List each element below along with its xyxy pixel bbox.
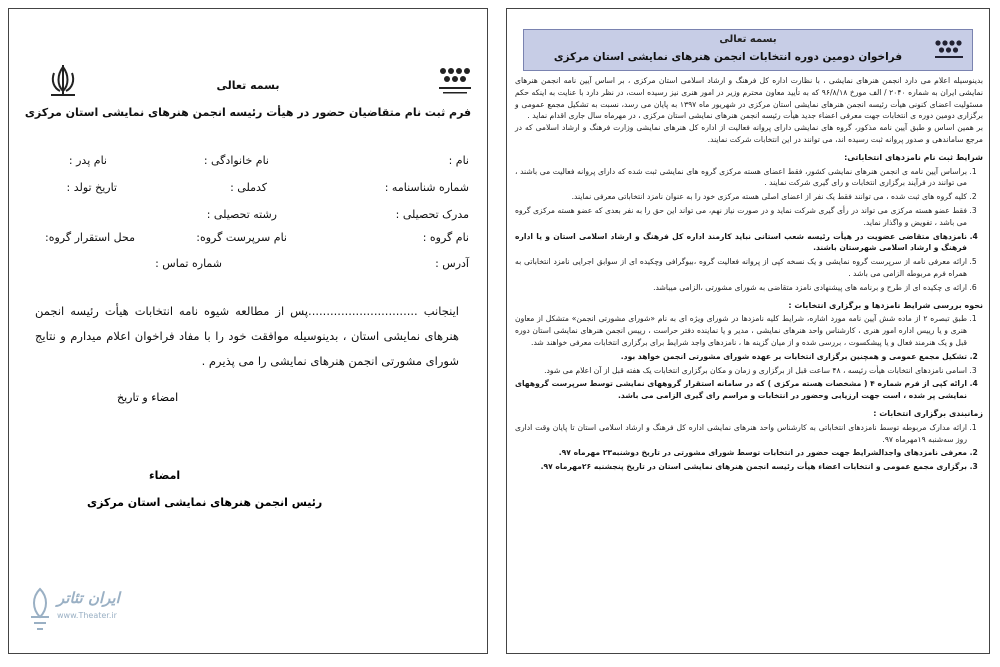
field-birth-date: تاریخ تولد : — [66, 181, 117, 194]
call-title: فراخوان دومین دوره انتخابات انجمن هنرهای نمایشی استان مرکزی — [553, 51, 903, 63]
signature-label: امضاء — [149, 469, 181, 482]
field-education: مدرک تحصیلی : — [395, 208, 469, 221]
field-group-name: نام گروه : — [422, 231, 469, 244]
field-study: رشته تحصیلی : — [206, 208, 277, 221]
consent-paragraph: اینجانب ..............................پس از مطالعه شیوه نامه انتخابات هیأت رئیسه انجمن هنرهای نمایشی استان ، بدینوسیله موافقت خود را با مفاد فراخوان اعلام میدارم و نتایج شورای مشورتی انجمن هنرهای نمایشی را می پذیرم . — [35, 304, 459, 368]
field-address: آدرس : — [435, 257, 469, 270]
watermark-text: ایران تئاتر — [57, 589, 120, 607]
list-item: 1. براساس آیین نامه ی انجمن هنرهای نمایشی کشور، فقط اعضای هسته مرکزی گروه های نمایشی ثبت شده که دارای پروانه فعالیت می باشند ، می توانند در فرآیند برگزاری انتخابات و رای گیری شرکت نمایند . — [515, 166, 967, 190]
list-item: 3. اسامی نامزدهای انتخابات هیأت رئیسه ، ۴۸ ساعت قبل از برگزاری و زمان و مکان برگزاری انتخابات یک هفته قبل از آن اعلام می شود. — [515, 365, 967, 377]
list-item: 5. ارائه معرفی نامه از سرپرست گروه نمایشی و یک نسخه کپی از پروانه فعالیت گروه ،بیوگرافی وچکیده ای از سوابق اجرایی نامزد انتخاباتی به همراه فرم مربوطه الزامی می باشد . — [515, 256, 967, 280]
list-item: 3. برگزاری مجمع عمومی و انتخابات اعضاء هیأت رئیسه انجمن هنرهای نمایشی استان در تاریخ پنجشنبه ۲۶مهرماه ۹۷. — [515, 461, 967, 473]
list-item: 6. ارائه ی چکیده ای از طرح و برنامه های پیشنهادی نامزد متقاضی به شورای مشورتی ،الزامی میباشد. — [515, 282, 967, 294]
list-item: 4. ارائه کپی از فرم شماره ۴ ( مشخصات هسته مرکزی ) که در سامانه استقرار گروههای نمایشی توسط سرپرست گروههای نمایشی پر شده ، است جهت ارزیابی وحضور در انتخابات و مراسم رای گیری الزامی می باشد. — [515, 378, 967, 402]
call-basmeh: بسمه تعالی — [719, 34, 777, 45]
field-group-location: محل استقرار گروه: — [45, 231, 135, 244]
field-group-head: نام سرپرست گروه: — [196, 231, 287, 244]
election-call-page — [506, 8, 990, 654]
intro-paragraph: بر همین اساس و طبق آیین نامه مذکور، گروه های نمایشی دارای پروانه فعالیت از اداره کل هنرهای نمایشی وزارت فرهنگ و ارشاد اسلامی که در مرجع ساماندهی و صدور پروانه ثبت رسیده اند، می توانند در این انتخابات شرکت نمایند. — [515, 123, 983, 144]
form-title: فرم ثبت نام متقاضیان حضور در هیأت رئیسه انجمن هنرهای نمایشی استان مرکزی — [24, 106, 472, 119]
signature-date-label: امضاء و تاریخ — [117, 391, 179, 404]
list-item: 4. نامزدهای متقاضی عضویت در هیأت رئیسه شعب استانی نباید کارمند اداره کل فرهنگ و ارشاد اسلامی استان و یا اداره فرهنگ و ارشاد اسلامی شهرستان باشند. — [515, 231, 967, 255]
field-name: نام : — [448, 154, 469, 167]
watermark-logo-icon — [27, 587, 53, 631]
section-heading: شرایط ثبت نام نامزدهای انتخاباتی: — [844, 152, 983, 162]
field-id-number: شماره شناسنامه : — [384, 181, 469, 194]
watermark — [27, 587, 137, 647]
list-item: 1. طبق تبصره ۲ از ماده شش آیین نامه مورد اشاره، شرایط کلیه نامزدها در شورای ویژه ای به نام «شورای مشورتی انجمن» متشکل از معاون هنری و یا رییس اداره امور هنری ، کارشناس واحد هنرهای نمایشی ، مدیر و یا نماینده دفتر حراست ، رییس انجمن هنرهای نمایشی استان دوره قبل و یک هنرمند فعال و یا پیشکسوت ، بررسی شده و از میان گزینه ها ، نامزدهای واجد شرایط برای برگزاری انتخابات معرفی خواهند شد. — [515, 313, 967, 348]
section-heading: نحوه بررسی شرایط نامزدها و برگزاری انتخابات : — [788, 300, 983, 310]
list-item: 3. فقط عضو هسته مرکزی می تواند در رأی گیری شرکت نماید و در صورت نیاز نهم، می تواند این حق را به نفر بعدی که عضو هسته مرکزی گروه می باشد ، تفویض و واگذار نماید. — [515, 205, 967, 229]
call-body — [515, 75, 983, 475]
list-item: 2. معرفی نامزدهای واجدالشرایط جهت حضور در انتخابات توسط شورای مشورتی در تاریخ دوشنبه۲۳ مهرماه ۹۷. — [515, 447, 967, 459]
section-heading: زمانبندی برگزاری انتخابات : — [873, 408, 983, 418]
field-father: نام پدر : — [68, 154, 107, 167]
call-header — [523, 29, 973, 71]
list-item: 1. ارائه مدارک مربوطه توسط نامزدهای انتخاباتی به کارشناس واحد هنرهای نمایشی اداره کل فرهنگ و ارشاد اسلامی استان تا پایان وقت اداری روز سه‌شنبه ۱۹مهرماه ۹۷. — [515, 422, 967, 446]
field-national-code: کدملی : — [230, 181, 267, 194]
list-item: 2. تشکیل مجمع عمومی و همچنین برگزاری انتخابات بر عهده شورای مشورتی انجمن خواهد بود. — [515, 351, 967, 363]
watermark-url: www.Theater.ir — [57, 611, 117, 620]
intro-paragraph: بدینوسیله اعلام می دارد انجمن هنرهای نمایشی ، با نظارت اداره کل فرهنگ و ارشاد اسلامی استان مرکزی ، بر اساس آیین نامه انجمن هنرهای نمایشی ایران به شماره ۲۰۴۰ / الف مورخ ۹۶/۸/۱۸ که به تأیید معاون محترم وزیر در امور هنری نیز رسیده است، در نظر دارد با عنایت به اینکه حکم مسئولیت اعضای کنونی هیأت رئیسه انجمن هنرهای نمایشی استان مرکزی در شهریور ماه ۱۳۹۷ به پایان می رسد، نسبت به تشکیل مجمع عمومی و برگزاری دومین دوره ی انتخابات جهت معرفی اعضاء جدید هیأت رئیسه انجمن هنرهای نمایشی استان مرکزی ، در مهرماه سال جاری اقدام نماید . — [515, 76, 983, 121]
signatory-title: رئیس انجمن هنرهای نمایشی استان مرکزی — [87, 496, 323, 509]
list-item: 2. کلیه گروه های ثبت شده ، می توانند فقط یک نفر از اعضای اصلی هسته مرکزی خود را به عنوان نامزد انتخاباتی معرفی نمایند. — [515, 191, 967, 203]
field-phone: شماره تماس : — [155, 257, 222, 270]
form-basmeh: بسمه تعالی — [216, 79, 280, 92]
registration-form-page — [8, 8, 488, 654]
field-family: نام خانوادگی : — [203, 154, 269, 167]
